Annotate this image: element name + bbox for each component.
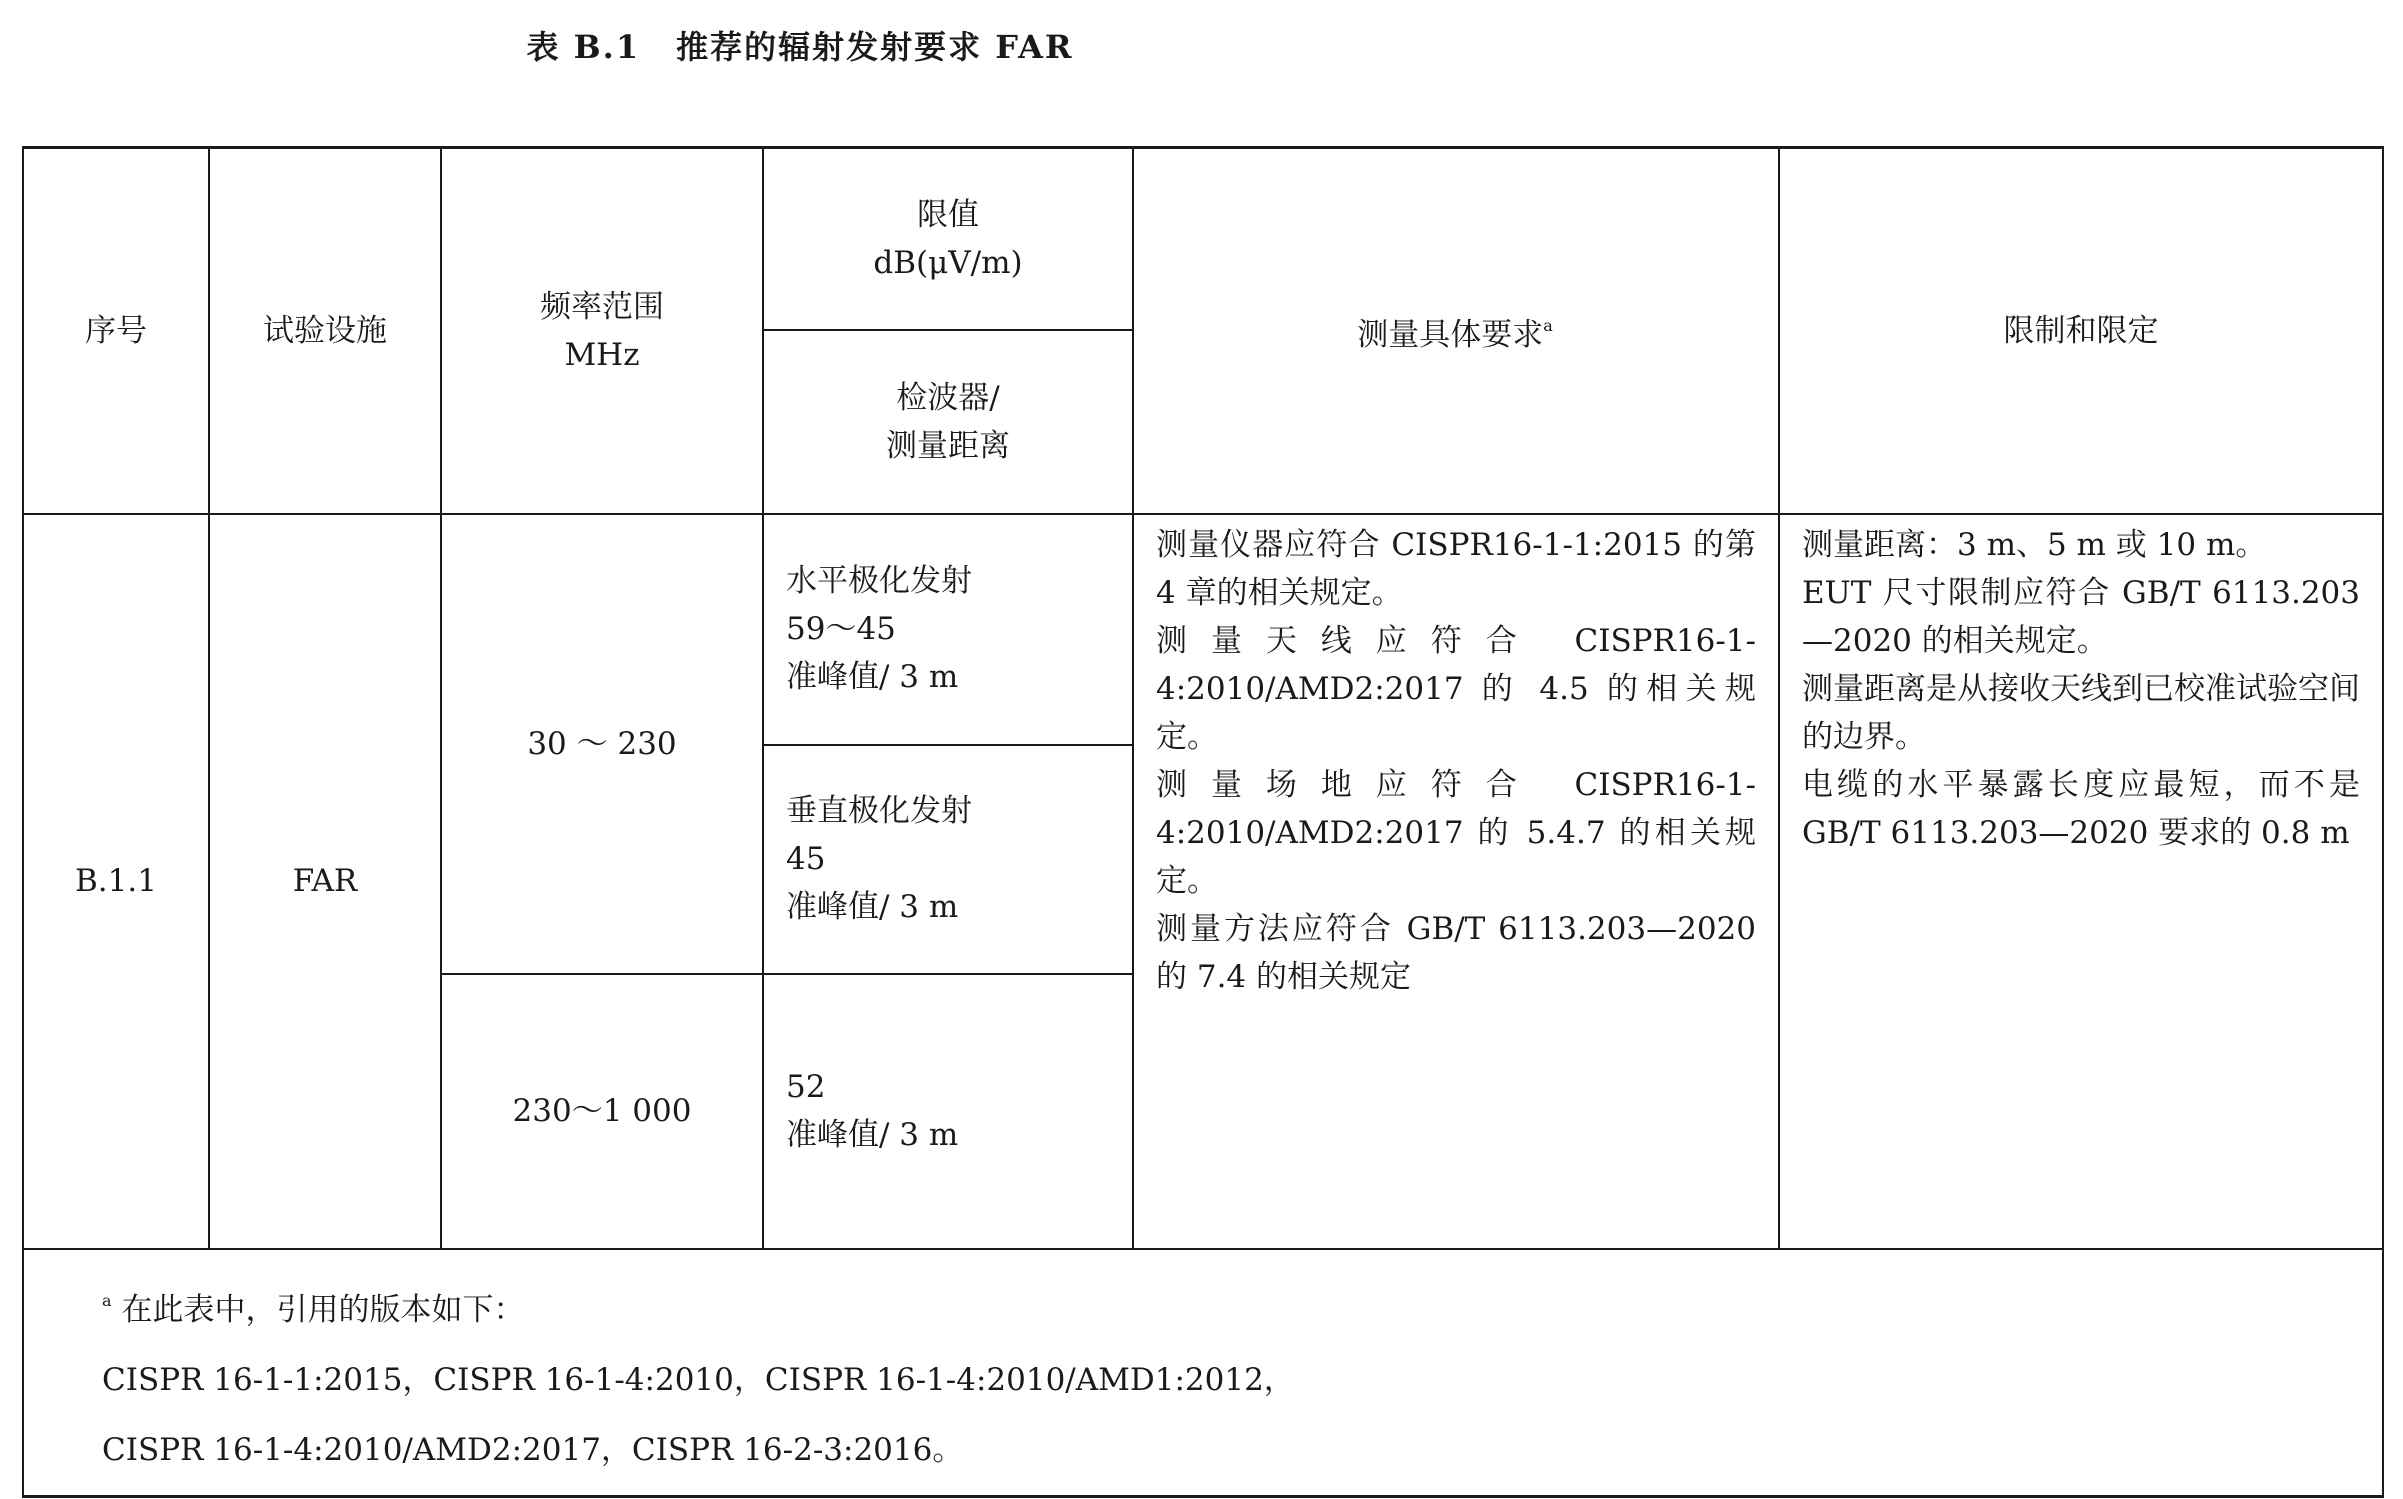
table-number: 表 B.1 xyxy=(526,28,641,66)
freq-label: 频率范围 xyxy=(540,288,664,325)
limit-label: 限值 xyxy=(917,196,979,233)
requirement-3: 测量场地应符合 CISPR16-1-4:2010/AMD2:2017 的 5.4.7 的相关规定。 xyxy=(1156,766,1756,899)
table-caption xyxy=(0,22,1600,68)
header-seq: 序号 xyxy=(23,148,209,514)
cell-limit-2: 垂直极化发射 45 准峰值/ 3 m xyxy=(763,745,1133,974)
cell-requirements xyxy=(1133,514,1779,1249)
cell-limit-1: 水平极化发射 59～45 准峰值/ 3 m xyxy=(763,514,1133,745)
header-restrictions: 限制和限定 xyxy=(1779,148,2383,514)
cell-restrictions xyxy=(1779,514,2383,1249)
cell-seq: B.1.1 xyxy=(23,514,209,1249)
requirement-4: 测量方法应符合 GB/T 6113.203—2020 的 7.4 的相关规定 xyxy=(1156,910,1756,995)
cell-limit-3: 52 准峰值/ 3 m xyxy=(763,974,1133,1249)
restriction-4: 电缆的水平暴露长度应最短，而不是 GB/T 6113.203—2020 要求的 0.8 m xyxy=(1802,766,2360,851)
header-requirements: 测量具体要求$^a$ xyxy=(1133,148,1779,514)
header-frequency xyxy=(441,148,763,514)
restriction-2: EUT 尺寸限制应符合 GB/T 6113.203—2020 的相关规定。 xyxy=(1802,574,2360,659)
table-row xyxy=(23,514,2383,745)
restriction-3: 测量距离是从接收天线到已校准试验空间的边界。 xyxy=(1802,670,2360,755)
footnote-line-2: CISPR 16-1-1:2015，CISPR 16-1-4:2010，CISPR 16-1-4:2010/AMD1:2012， xyxy=(102,1361,1295,1398)
footnote-row xyxy=(23,1249,2383,1497)
table-title: 推荐的辐射发射要求 FAR xyxy=(676,28,1074,66)
footnote xyxy=(23,1249,2383,1497)
requirements-table xyxy=(22,146,2384,1498)
limit-unit: dB(μV/m) xyxy=(873,244,1023,281)
requirement-2: 测量天线应符合 CISPR16-1-4:2010/AMD2:2017 的 4.5 的相关规定。 xyxy=(1156,622,1756,755)
header-facility: 试验设施 xyxy=(209,148,441,514)
cell-range-1: 30 ～ 230 xyxy=(441,514,763,974)
restriction-1: 测量距离：3 m、5 m 或 10 m。 xyxy=(1802,526,2267,563)
header-detector: 检波器/ 测量距离 xyxy=(763,330,1133,514)
footnote-line-1: $^a$ 在此表中，引用的版本如下： xyxy=(102,1290,525,1328)
header-limit xyxy=(763,148,1133,330)
footnote-line-3: CISPR 16-1-4:2010/AMD2:2017，CISPR 16-2-3:2016。 xyxy=(102,1431,964,1468)
header-row xyxy=(23,148,2383,330)
requirement-1: 测量仪器应符合 CISPR16-1-1:2015 的第 4 章的相关规定。 xyxy=(1156,526,1756,611)
footnote-mark: a xyxy=(1543,316,1553,336)
freq-unit: MHz xyxy=(564,336,640,373)
cell-range-2: 230～1 000 xyxy=(441,974,763,1249)
cell-facility: FAR xyxy=(209,514,441,1249)
